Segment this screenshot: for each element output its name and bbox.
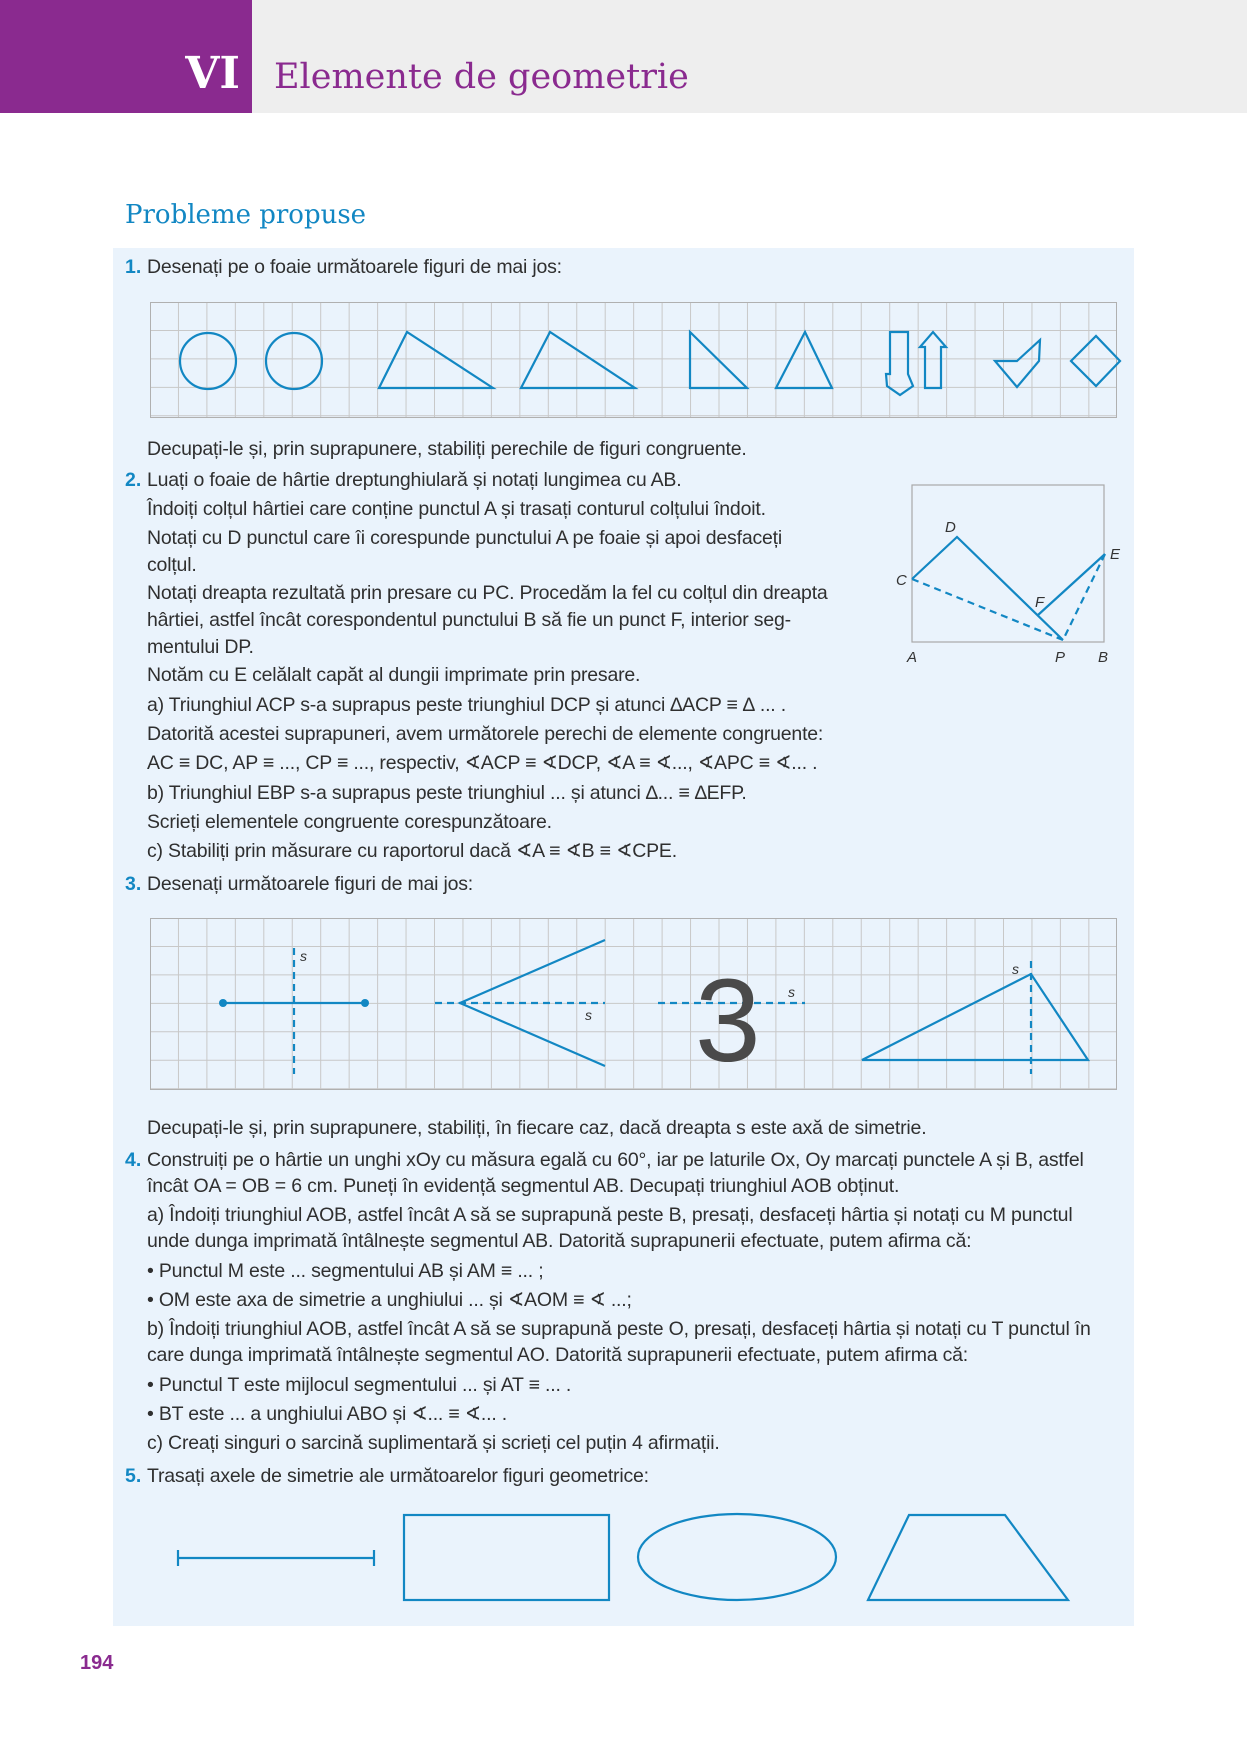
chapter-title: Elemente de geometrie [274, 57, 689, 97]
page-number: 194 [80, 1652, 114, 1674]
problem-4-line-1: Construiți pe o hârtie un unghi xOy cu măsura egală cu 60°, iar pe laturile Ox, Oy marcați punctele A și B, astfel [147, 1149, 1084, 1171]
axis-label-s-1: s [300, 948, 307, 964]
problem-5-figures [170, 1510, 1080, 1610]
section-title: Probleme propuse [125, 200, 367, 230]
problem-5-number: 5. [125, 1465, 142, 1487]
problem-3-instruction: Decupați-le și, prin suprapunere, stabiliți, în fiecare caz, dacă dreapta s este axă de simetrie. [147, 1117, 927, 1139]
trapezoid-shape [868, 1515, 1068, 1600]
problem-2-line-13: Scrieți elementele congruente corespunzătoare. [147, 811, 552, 833]
point-label-c: C [896, 572, 907, 589]
problem-3-text: Desenați următoarele figuri de mai jos: [147, 873, 474, 895]
rectangle-shape [404, 1515, 609, 1600]
problem-2-line-7: mentului DP. [147, 636, 254, 658]
problem-4-bullet-2: • OM este axa de simetrie a unghiului ... și ∢AOM ≡ ∢ ...; [147, 1289, 632, 1311]
problem-2-line-5: Notați dreapta rezultată prin presare cu PC. Procedăm la fel cu colțul din dreapta [147, 582, 828, 604]
problem-2-part-c: c) Stabiliți prin măsurare cu raportorul dacă ∢A ≡ ∢B ≡ ∢CPE. [147, 840, 677, 862]
problem-1-text: Desenați pe o foaie următoarele figuri de mai jos: [147, 256, 562, 278]
axis-label-s-3: s [788, 984, 795, 1000]
triangle-figure-1 [379, 332, 493, 388]
chapter-number: VI [185, 48, 240, 99]
point-label-p: P [1055, 649, 1066, 666]
problem-4-line-2: încât OA = OB = 6 cm. Puneți în evidență segmentul AB. Decupați triunghiul AOB obținut. [147, 1175, 900, 1197]
problem-4-line-8: care dunga imprimată întâlnește segmentul AO. Datorită suprapunerii efectuate, putem afirma că: [147, 1344, 969, 1366]
problem-4-bullet-1: • Punctul M este ... segmentului AB și AM ≡ ... ; [147, 1260, 544, 1282]
problem-2-number: 2. [125, 469, 142, 491]
problem-1-instruction: Decupați-le și, prin suprapunere, stabiliți perechile de figuri congruente. [147, 438, 747, 460]
problem-2-line-8: Notăm cu E celălalt capăt al dungii imprimate prin presare. [147, 664, 641, 686]
segment-endpoint-right [361, 999, 369, 1007]
problem-2-line-4: colțul. [147, 554, 197, 576]
arrow-up-figure [920, 332, 946, 388]
problem-3-figures-grid [150, 918, 1117, 1090]
problem-1-figures-grid [150, 302, 1117, 418]
problem-2-part-a: a) Triunghiul ACP s-a suprapus peste triunghiul DCP și atunci ∆ACP ≡ ∆ ... . [147, 694, 786, 716]
problem-4-part-b: b) Îndoiți triunghiul AOB, astfel încât A să se suprapună peste O, presați, desfaceți hârtia și notați cu T punctul în [147, 1318, 1091, 1340]
problem-5-text: Trasați axele de simetrie ale următoarelor figuri geometrice: [147, 1465, 649, 1487]
problem-4-part-c: c) Creați singuri o sarcină suplimentară și scrieți cel puțin 4 afirmații. [147, 1432, 720, 1454]
axis-label-s-4: s [1012, 961, 1019, 977]
segment-endpoint-left [219, 999, 227, 1007]
problem-2-part-b: b) Triunghiul EBP s-a suprapus peste triunghiul ... și atunci ∆... ≡ ∆EFP. [147, 782, 747, 804]
problem-2-line-10: Datorită acestei suprapuneri, avem următorele perechi de elemente congruente: [147, 723, 824, 745]
point-label-e: E [1110, 546, 1121, 563]
problem-2-line-6: hârtiei, astfel încât corespondentul punctului B să fie un punct F, interior seg- [147, 609, 791, 631]
digit-three-figure: 3 [695, 955, 761, 1087]
problem-4-number: 4. [125, 1149, 142, 1171]
circle-figure-1 [180, 333, 236, 389]
axis-label-s-2: s [585, 1007, 592, 1023]
circle-figure-2 [266, 333, 322, 389]
diamond-figure-2 [1071, 336, 1120, 386]
chapter-tab [0, 0, 252, 113]
problem-4-bullet-3: • Punctul T este mijlocul segmentului ... și AT ≡ ... . [147, 1374, 572, 1396]
problem-2-folding-figure [890, 482, 1130, 668]
diamond-figure-1 [995, 340, 1040, 387]
problem-2-line-2: Îndoiți colțul hârtiei care conține punctul A și trasați conturul colțului îndoit. [147, 498, 766, 520]
problem-2-line-3: Notați cu D punctul care îi corespunde punctului A pe foaie și apoi desfaceți [147, 527, 783, 549]
problem-1-number: 1. [125, 256, 142, 278]
ellipse-shape [638, 1514, 836, 1600]
problem-4-bullet-4: • BT este ... a unghiului ABO și ∢... ≡ ∢... . [147, 1403, 507, 1425]
triangle-figure-2 [521, 332, 635, 388]
problem-2-line-1: Luați o foaie de hârtie dreptunghiulară și notați lungimea cu AB. [147, 469, 682, 491]
point-label-f: F [1035, 594, 1045, 611]
point-label-b: B [1098, 649, 1109, 666]
problem-3-number: 3. [125, 873, 142, 895]
point-label-d: D [945, 519, 956, 536]
point-label-a: A [907, 649, 918, 666]
problem-4-part-a: a) Îndoiți triunghiul AOB, astfel încât A să se suprapună peste B, presați, desfaceți hârtia și notați cu M punctul [147, 1204, 1073, 1226]
problem-2-congruent-pairs: AC ≡ DC, AP ≡ ..., CP ≡ ..., respectiv, ∢ACP ≡ ∢DCP, ∢A ≡ ∢..., ∢APC ≡ ∢... . [147, 752, 818, 774]
problem-4-line-4: unde dunga imprimată întâlnește segmentul AB. Datorită suprapunerii efectuate, putem afirma că: [147, 1230, 972, 1252]
